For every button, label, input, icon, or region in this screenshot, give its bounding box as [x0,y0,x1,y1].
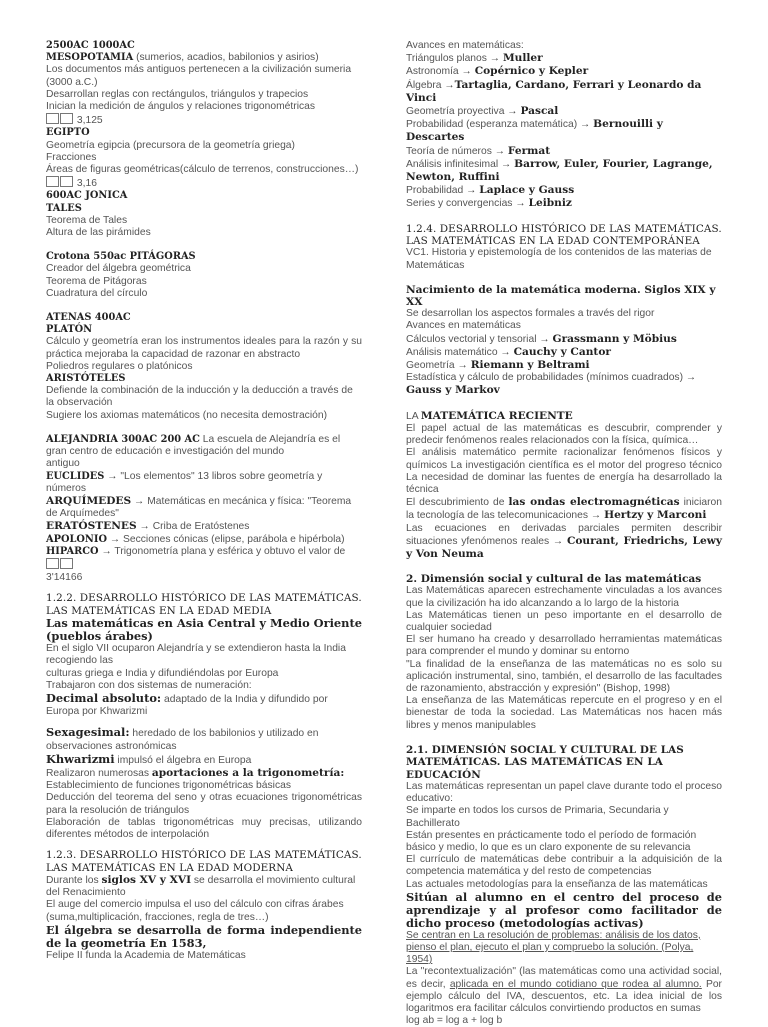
arrow-icon: → [590,510,602,522]
text-line: La enseñanza de las Matemáticas repercute en el progreso y en el bienestar de toda la sociedad. Las Matemáticas nos hacen más libres y menos manipulables [406,695,722,731]
arrow-icon: → [134,495,145,507]
sexagesimal-heading: Sexagesimal: [46,725,130,740]
text-span: Probabilidad [406,185,467,197]
text-span: Probabilidad (esperanza matemática) [406,119,580,131]
mesopotamia-line [46,52,362,64]
text-line: Los documentos más antiguos pertenecen a la civilización sumeria (3000 a.C.) [46,64,352,88]
hiparco-heading: HIPARCO [46,545,99,557]
text-span: heredado de los babilonios y utilizado en observaciones astronómicas [46,728,319,752]
text-span: Análisis infinitesimal [406,158,501,170]
text-span: Durante los [46,875,102,886]
text-span: se desarrolla el movimiento cultural del Renacimiento [46,875,356,899]
text-span: Geometría proyectiva [406,106,508,118]
text-line: Avances en matemáticas [406,320,521,332]
right-column [406,40,722,1027]
text-line: Trabajaron con dos sistemas de numeración: [46,679,252,691]
era-heading: 2500AC 1000AC [46,40,135,51]
text-line: Inician la medición de ángulos y relaciones trigonométricas [46,101,316,113]
text-span: Geometría [406,360,458,372]
euclides-line [46,471,362,495]
text-line: Las matemáticas representan un papel clave durante todo el proceso educativo: [406,780,722,805]
reciente-heading-line [406,410,722,423]
arrow-icon: → [580,119,591,131]
text-line: El auge del comercio impulsa el uso del cálculo con cifras árabes (suma,multiplicación, fracciones, regla de tres…) [46,899,344,923]
text-span: Matemáticas en mecánica y física: "Teorema de Arquímedes" [46,495,352,520]
text-line: Creador del álgebra geométrica [46,263,191,275]
khwarizmi-heading: Khwarizmi [46,751,115,766]
text-span: impulsó el álgebra en Europa [114,754,252,766]
text-span: iniciaron la tecnología de las telecomunicaciones [406,497,722,522]
text-line: Se desarrollan los aspectos formales a través del rigor [406,308,655,320]
author-name: Grassmann y Möbius [552,332,677,345]
text-line: Están presentes en prácticamente todo el período de formación básico y medio, lo que es un claro exponente de su relevancia [406,829,697,853]
pi-value: 3,16 [76,178,97,190]
situan-heading: Sitúan al alumno en el centro del proceso de aprendizaje y al profesor como facilitador de dicho proceso (metodologías activas) [406,889,722,930]
text-span: Series y convergencias [406,198,516,210]
text-line: culturas griega e India y difundiéndolas por Europa [46,667,279,679]
left-column [46,40,362,962]
text-span: Las ecuaciones en derivadas parciales permiten describir situaciones yfenómenos reales [406,522,722,547]
aristoteles-heading: ARISTÓTELES [46,373,126,385]
arrow-icon: → [501,158,512,170]
avance-item [406,79,722,105]
arrow-icon: → [489,53,501,65]
text-span: Estadística y cálculo de probabilidades (mínimos cuadrados) [406,372,686,384]
aportaciones-heading: aportaciones a la trigonometría: [151,766,345,779]
text-line: Poliedros regulares o platónicos [46,360,193,372]
modern-line [46,874,362,899]
text-span: El descubrimiento de [406,497,509,509]
author-name: Copérnico y Kepler [474,65,589,78]
alejandria-heading: ALEJANDRIA 300AC 200 AC [46,433,200,445]
arrow-icon: → [461,66,472,78]
eratostenes-heading: ERATÓSTENES [46,520,137,533]
arrow-icon: → [109,533,121,545]
avance-item [406,184,722,197]
text-span: Triángulos planos [406,53,490,65]
section-heading-1-2-3: 1.2.3. DESARROLLO HISTÓRICO DE LAS MATEMÁTICAS. LAS MATEMÁTICAS EN LA EDAD MODERNA [46,849,362,874]
text-span: "Los elementos" 13 libros sobre geometría y números [46,470,323,494]
text-span: Por ejemplo cálculo del IVA, descuentos, etc. La idea inicial de los logaritmos era facilitar cálculos convirtiendo productos en sumas [406,978,722,1015]
author-name: Tartaglia, Cardano, Ferrari y Leonardo da Vinci [406,78,702,104]
era-heading: 600AC JONICA [46,190,128,202]
nacimiento-heading: Nacimiento de la matemática moderna. Siglos XIX y XX [406,283,716,309]
text-span: Trigonometría plana y esférica y obtuvo el valor de [111,545,346,557]
text-span: LA [406,410,421,422]
text-line: Fracciones [46,151,97,163]
hiparco-line [46,546,362,572]
platon-heading: PLATÓN [46,324,93,336]
text-span: VC1 [406,247,427,259]
avance-item [406,145,722,158]
text-span: Álgebra [406,79,445,91]
text-span: Teoría de números [406,145,495,157]
arquimedes-heading: ARQUÍMEDES [46,494,132,507]
author-name: Bernouilli y Descartes [406,118,663,144]
section-heading-1-2-2: 1.2.2. DESARROLLO HISTÓRICO DE LAS MATEMÁTICAS. LAS MATEMÁTICAS EN LA EDAD MEDIA [46,592,362,617]
egipto-heading: EGIPTO [46,127,90,139]
text-line: El currículo de matemáticas debe contribuir a la adquisición de la competencia matemática y del resto de competencias [406,854,722,878]
text-line: Avances en matemáticas: [406,40,524,51]
text-line: El ser humano ha creado y desarrollado herramientas matemáticas para comprender el mundo y dominar su entorno [406,634,722,658]
polya-line: Se centran en La resolución de problemas: análisis de los datos, pienso el plan, ejecuto el plan y compruebo la solución. (Polya, 1954) [406,929,701,966]
decimal-heading: Decimal absoluto: [46,690,162,705]
text-line: Cuadratura del círculo [46,287,148,299]
pi-value: 3'14166 [46,572,83,584]
ecuaciones-line [406,523,722,562]
author-name: Fermat [507,144,551,157]
era-heading: ATENAS 400AC [46,312,131,324]
text-line: El análisis matemático permite racionalizar fenómenos físicos y químicos La investigación científica es el motor del progreso técnico La necesidad de dominar las fuentes de energía ha desarrollado la técnica [406,447,722,495]
text-line: Elaboración de tablas trigonométricas muy precisas, utilizando diferentes métodos de interpolación [46,816,362,840]
pitagoras-heading: Crotona 550ac PITÁGORAS [46,251,196,263]
text-span: Cálculos vectorial y tensorial [406,333,540,345]
avance-item [406,105,722,118]
author-name: Riemann y Beltrami [470,359,590,372]
section-heading-2: 2. Dimensión social y cultural de las matemáticas [406,573,702,586]
missing-glyph-icon [46,558,59,569]
section-heading-2-1: 2.1. DIMENSIÓN SOCIAL Y CULTURAL DE LAS MATEMÁTICAS. LAS MATEMÁTICAS EN LA EDUCACIÓN [406,743,684,781]
missing-glyph-icon [60,113,73,124]
underlined-span: aplicada en el mundo cotidiano que rodea al alumno. [449,978,702,990]
arrow-icon: → [466,185,477,197]
text-span: La escuela de Alejandría es el gran centro de educación e investigación del mundo [46,433,341,458]
text-span: adaptado de la India y difundido por Europa por Khwarizmi [46,693,328,718]
missing-glyph-icon [60,558,73,569]
text-line: antiguo [46,458,80,470]
author-name: Hertzy y Marconi [604,509,707,522]
ondas-line [406,496,722,522]
euclides-heading: EUCLIDES [46,470,105,482]
text-line: Áreas de figuras geométricas(cálculo de terrenos, construcciones…) [46,164,359,176]
arrow-icon: → [107,470,118,482]
pi-value-line [46,113,362,127]
text-span: Criba de Eratóstenes [149,521,250,533]
text-line: Cálculo y geometría eran los instrumentos ideales para la razón y su práctica mejoraba la capacidad de razonar en abstracto [46,336,362,360]
log-formula: log ab = log a + log b [406,1015,503,1027]
text-line: Establecimiento de funciones trigonométricas básicas [46,780,291,792]
text-line: Las actuales metodologías para la enseñanza de las matemáticas [406,878,708,890]
text-line: El papel actual de las matemáticas es descubrir, comprender y predecir fenómenos reales relacionados con la física, química… [406,422,722,447]
avance-item [406,118,722,144]
decimal-line [46,692,362,718]
arrow-icon: → [515,198,526,210]
khwarizmi-line [46,753,362,767]
arrow-icon: → [139,521,150,533]
arrow-icon: → [457,360,468,372]
author-name: Pascal [520,105,559,118]
arrow-icon: → [539,333,550,345]
text-line: Geometría egipcia (precursora de la geometría griega) [46,139,295,151]
arrow-icon: → [101,545,112,557]
arquimedes-line [46,495,362,520]
missing-glyph-icon [46,113,59,124]
mesopotamia-paren: (sumerios, acadios, babilonios y asirios) [133,52,319,64]
avance-item [406,65,722,78]
avance-item [406,346,722,359]
missing-glyph-icon [60,176,73,187]
asia-subheading: Las matemáticas en Asia Central y Medio Oriente (pueblos árabes) [46,616,362,644]
reciente-heading: MATEMÁTICA RECIENTE [420,409,573,422]
section-heading-1-2-4: 1.2.4. DESARROLLO HISTÓRICO DE LAS MATEMÁTICAS. LAS MATEMÁTICAS EN LA EDAD CONTEMPORÁNEA [406,222,722,248]
text-line: En el siglo VII ocuparon Alejandría y se extendieron hasta la India recogiendo las [46,643,346,667]
author-name: Courant, Friedrichs, Lewy y Von Neuma [406,534,722,560]
avance-item [406,197,722,210]
arrow-icon: → [444,79,455,91]
alejandria-line [46,434,362,458]
mesopotamia-heading: MESOPOTAMIA [46,52,134,64]
avance-item [406,359,722,372]
missing-glyph-icon [46,176,59,187]
pi-value-line [46,176,362,190]
arrow-icon: → [552,535,564,547]
text-line: Defiende la combinación de la inducción y la deducción a través de la observación [46,385,353,409]
text-line: Deducción del teorema del seno y otras ecuaciones trigonométricas para la resolución de triángulos [46,792,362,816]
author-name: Leibniz [528,197,572,210]
avance-item [406,372,722,397]
siglos-highlight: siglos XV y XVI [101,874,192,886]
vc1-line [406,247,722,271]
text-line: Altura de las pirámides [46,227,151,239]
author-name: Gauss y Markov [406,384,500,397]
text-line: Las Matemáticas tienen un peso importante en el desarrollo de cualquier sociedad [406,609,722,633]
text-span: La "recontextualización" (las matemáticas como una actividad social, es decir, [406,966,722,990]
recontextualizacion-line [406,966,722,1015]
author-name: Muller [502,52,543,65]
apolonio-heading: APOLONIO [46,533,107,545]
apolonio-line [46,534,362,546]
sexagesimal-line [46,726,362,752]
text-line: Teorema de Pitágoras [46,275,147,287]
eratostenes-line [46,520,362,533]
realizaron-line [46,767,362,780]
arrow-icon: → [507,106,518,118]
text-line: Felipe II funda la Academia de Matemáticas [46,949,246,961]
author-name: Barrow, Euler, Fourier, Lagrange, Newton, Ruffini [406,157,713,184]
avance-item [406,52,722,65]
author-name: Laplace y Gauss [479,184,575,197]
tales-heading: TALES [46,202,82,214]
arrow-icon: → [685,372,697,384]
text-line: "La finalidad de la enseñanza de las matemáticas no es solo su aplicación instrumental, sino, también, el desarrollo de las facultades de razonamiento, abstracción y expresión" (Bishop, 1998) [406,658,722,694]
text-span: Análisis matemático [406,346,501,358]
arrow-icon: → [500,346,511,358]
ondas-highlight: las ondas electromagnéticas [508,496,680,509]
avance-item [406,158,722,184]
arrow-icon: → [494,145,506,157]
text-span: Secciones cónicas (elipse, parábola e hipérbola) [120,533,345,545]
text-line: Desarrollan reglas con rectángulos, triángulos y trapecios [46,88,309,100]
text-line: Teorema de Tales [46,214,128,226]
text-span: Realizaron numerosas [46,767,152,779]
pi-value: 3,125 [76,115,103,127]
author-name: Cauchy y Cantor [513,345,611,358]
text-line: Sugiere los axiomas matemáticos (no necesita demostración) [46,409,328,421]
avance-item [406,333,722,346]
text-line: Las Matemáticas aparecen estrechamente vinculadas a los avances que la civilización ha ido alcanzando a lo largo de la historia [406,585,722,609]
algebra-heading: El álgebra se desarrolla de forma independiente de la geometría En 1583, [46,922,362,950]
text-span: . Historia y epistemología de los contenidos de las materias de Matemáticas [406,247,712,271]
text-line: Se imparte en todos los cursos de Primaria, Secundaria y Bachillerato [406,805,669,829]
text-span: Astronomía [406,66,462,78]
